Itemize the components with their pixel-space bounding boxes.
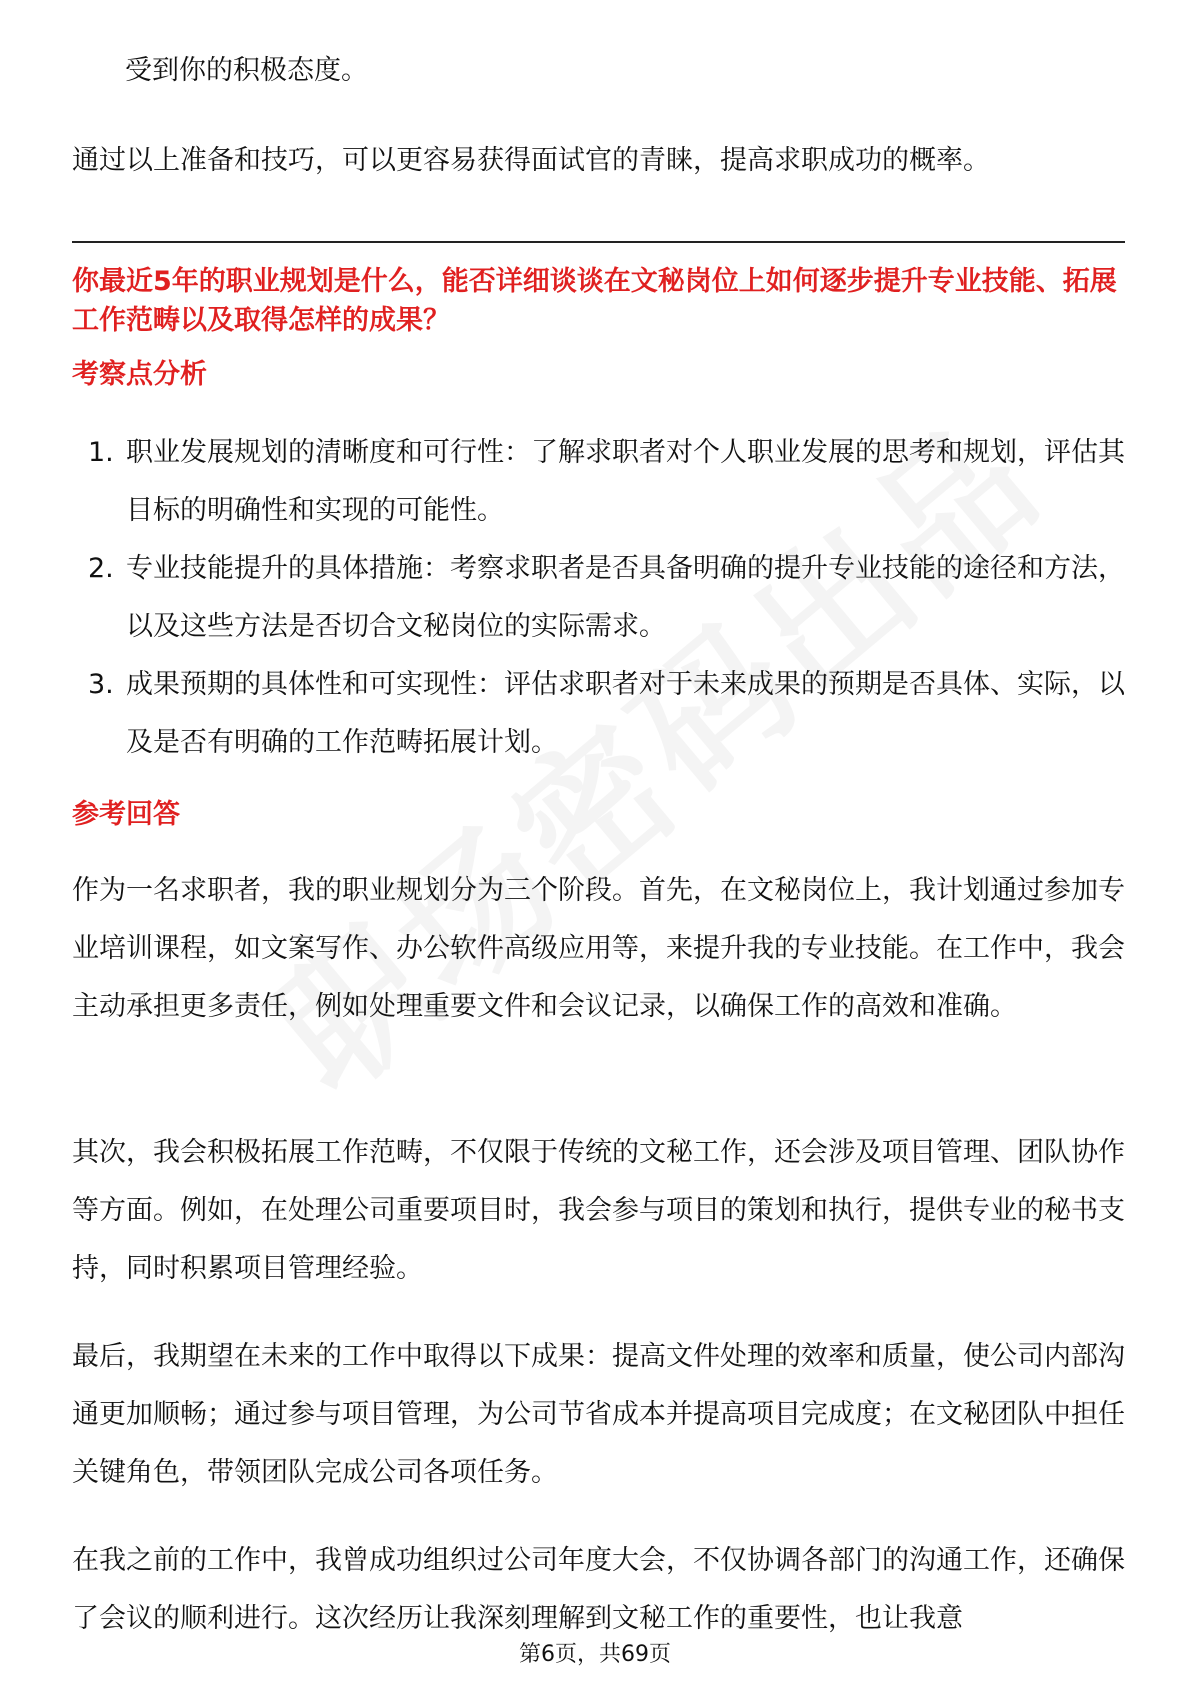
answer-paragraph: 其次，我会积极拓展工作范畴，不仅限于传统的文秘工作，还会涉及项目管理、团队协作等方面。例如，在处理公司重要项目时，我会参与项目的策划和执行，提供专业的秘书支持，同时积累项目管理经验。 (72, 1137, 1125, 1284)
continuation-paragraph: 受到你的积极态度。 (125, 55, 368, 86)
section-divider (72, 241, 1125, 243)
list-number: 3. (88, 669, 114, 700)
list-number: 2. (88, 553, 114, 584)
answer-heading: 参考回答 (72, 799, 180, 830)
list-number: 1. (88, 437, 114, 468)
interview-question: 你最近5年的职业规划是什么，能否详细谈谈在文秘岗位上如何逐步提升专业技能、拓展工作范畴以及取得怎样的成果？ (72, 266, 1117, 336)
answer-paragraph: 最后，我期望在未来的工作中取得以下成果：提高文件处理的效率和质量，使公司内部沟通更加顺畅；通过参与项目管理，为公司节省成本并提高项目完成度；在文秘团队中担任关键角色，带领团队完成公司各项任务。 (72, 1341, 1125, 1488)
list-text: 成果预期的具体性和可实现性：评估求职者对于未来成果的预期是否具体、实际，以及是否有明确的工作范畴拓展计划。 (126, 669, 1125, 758)
list-text: 专业技能提升的具体措施：考察求职者是否具备明确的提升专业技能的途径和方法，以及这些方法是否切合文秘岗位的实际需求。 (126, 553, 1125, 642)
answer-paragraph: 作为一名求职者，我的职业规划分为三个阶段。首先，在文秘岗位上，我计划通过参加专业培训课程，如文案写作、办公软件高级应用等，来提升我的专业技能。在工作中，我会主动承担更多责任，例如处理重要文件和会议记录，以确保工作的高效和准确。 (72, 875, 1125, 1022)
answer-paragraph: 在我之前的工作中，我曾成功组织过公司年度大会，不仅协调各部门的沟通工作，还确保了会议的顺利进行。这次经历让我深刻理解到文秘工作的重要性，也让我意 (72, 1545, 1125, 1634)
list-text: 职业发展规划的清晰度和可行性：了解求职者对个人职业发展的思考和规划，评估其目标的明确性和实现的可能性。 (126, 437, 1125, 526)
summary-paragraph: 通过以上准备和技巧，可以更容易获得面试官的青睐，提高求职成功的概率。 (72, 145, 990, 176)
analysis-heading: 考察点分析 (72, 359, 207, 390)
page-number: 第6页，共69页 (519, 1642, 671, 1667)
